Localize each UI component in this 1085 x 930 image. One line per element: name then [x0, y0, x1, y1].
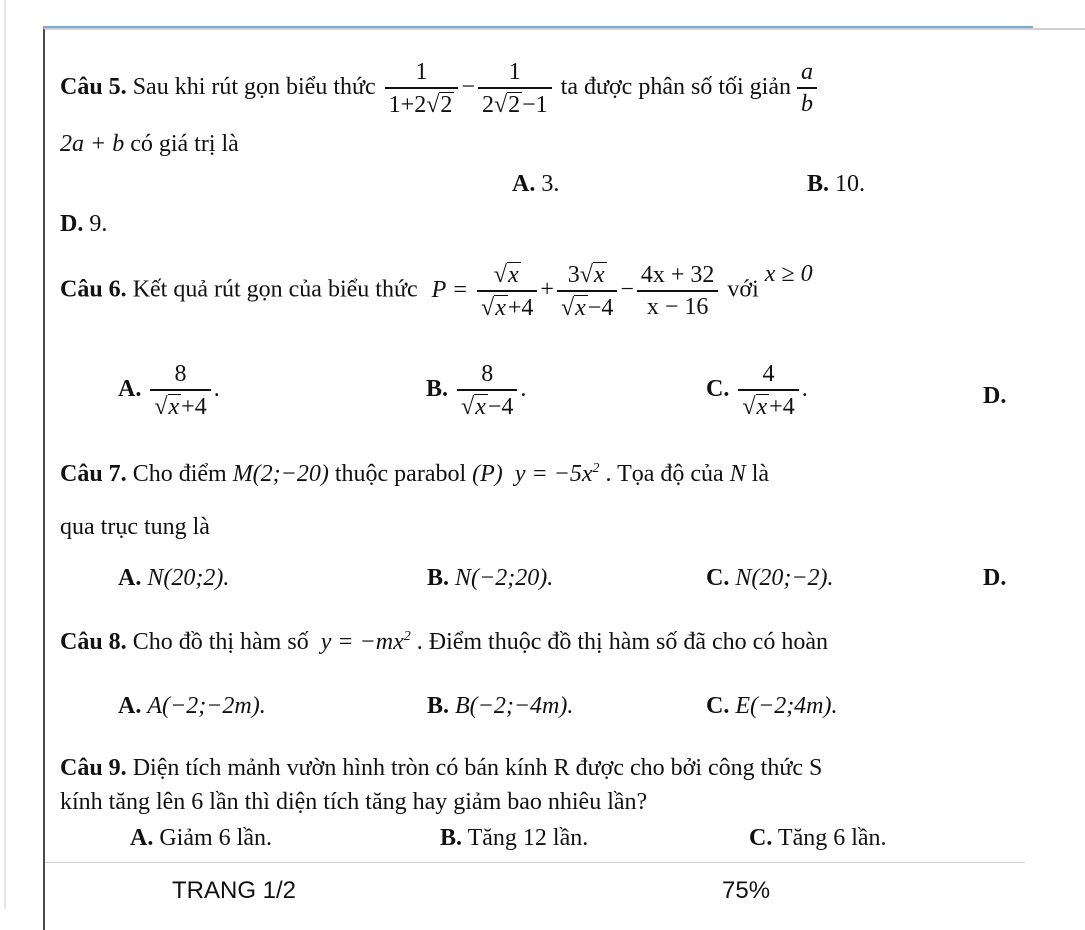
zoom-level[interactable]: 75% — [722, 877, 771, 904]
question-5-text-after: ta được phân số tối giản — [560, 74, 791, 101]
question-5-text: Sau khi rút gọn biểu thức — [132, 74, 376, 101]
q9-option-b[interactable]: B. Tăng 12 lần. — [440, 825, 589, 851]
q5-option-a[interactable]: A. 3. — [512, 171, 560, 197]
question-8-line-1: Câu 8. Cho đồ thị hàm số $y = -mx^2$ . Điểm thuộc đồ thị hàm số đã cho có hoàn — [60, 629, 828, 655]
q5-option-d[interactable]: D. 9. — [60, 211, 108, 237]
q6-term-2: $\frac{3√x}{√x-4}$ — [557, 262, 617, 320]
q6-term-3: $\frac{4x + 32}{x - 16}$ — [637, 263, 719, 319]
question-7-line-1: Câu 7. Cho điểm M(2;−20) thuộc parabol (P) $y = -5x^2$ . Tọa độ của N là — [60, 461, 770, 487]
q5-fraction-2: $\frac{1}{2√2-1}$ — [478, 60, 552, 117]
q8-option-a[interactable]: A. A(−2;−2m). — [118, 693, 266, 719]
q8-option-b[interactable]: B. B(−2;−4m). — [427, 693, 574, 719]
q6-condition: x ≥ 0 — [764, 261, 813, 287]
footer-divider — [45, 862, 1025, 863]
question-9-line-2: kính tăng lên 6 lần thì diện tích tăng hay giảm bao nhiêu lần? — [60, 789, 648, 815]
question-7-label: Câu 7. — [60, 461, 127, 487]
q6-option-a[interactable]: A. $\frac{8}{√x+4}$ . — [118, 361, 220, 420]
q5-cut-fraction: $\frac{a}{b}$ — [797, 60, 807, 116]
q9-option-a[interactable]: A. Giảm 6 lần. — [130, 825, 272, 851]
question-6-line-1: Câu 6. Kết quả rút gọn của biểu thức P = $\frac{√x}{√x+4}$ + $\frac{3√x}{√x-4}$ − $\frac{4x + 32}{x - 16}$ với x ≥ 0 — [60, 261, 813, 321]
question-5-line-1: Câu 5. Sau khi rút gọn biểu thức $\frac{1}{1+2√2}$ − $\frac{1}{2√2-1}$ ta được phân số tối giản $\frac{a}{b}$ — [60, 60, 807, 117]
question-6-label: Câu 6. — [60, 276, 127, 303]
viewer-left-edge — [4, 0, 6, 909]
q7-equation: $y = -5x^2$ — [514, 461, 600, 487]
question-9-label: Câu 9. — [60, 755, 127, 781]
q7-option-a[interactable]: A. N(20;2). — [118, 565, 230, 591]
q5-expression: 2a + b — [60, 131, 125, 157]
q8-equation: $y = -mx^2$ — [320, 629, 411, 655]
q7-option-c[interactable]: C. N(20;−2). — [706, 565, 834, 591]
question-6-text: Kết quả rút gọn của biểu thức — [132, 276, 418, 303]
q7-point-m: M(2;−20) — [232, 461, 329, 487]
question-8-label: Câu 8. — [60, 629, 127, 655]
q8-option-c[interactable]: C. E(−2;4m). — [706, 693, 838, 719]
page-indicator: TRANG 1/2 — [172, 877, 297, 904]
q5-fraction-1: $\frac{1}{1+2√2}$ — [385, 60, 459, 117]
q6-term-1: $\frac{√x}{√x+4}$ — [477, 262, 537, 320]
question-5-label: Câu 5. — [60, 74, 127, 101]
page-top-border — [43, 26, 1033, 28]
q7-option-b[interactable]: B. N(−2;20). — [427, 565, 554, 591]
question-5-line-2: 2a + b có giá trị là — [60, 131, 239, 157]
q6-option-b[interactable]: B. $\frac{8}{√x-4}$ . — [426, 361, 527, 420]
q6-option-d[interactable]: D. — [983, 383, 1007, 409]
question-7-line-2: qua trục tung là — [60, 514, 210, 540]
q5-option-b[interactable]: B. 10. — [807, 171, 866, 197]
q7-option-d[interactable]: D. — [983, 565, 1007, 591]
question-9-line-1: Câu 9. Diện tích mảnh vườn hình tròn có bán kính R được cho bởi công thức S — [60, 755, 823, 781]
q6-option-c[interactable]: C. $\frac{4}{√x+4}$ . — [706, 361, 808, 420]
q9-option-c[interactable]: C. Tăng 6 lần. — [749, 825, 887, 851]
